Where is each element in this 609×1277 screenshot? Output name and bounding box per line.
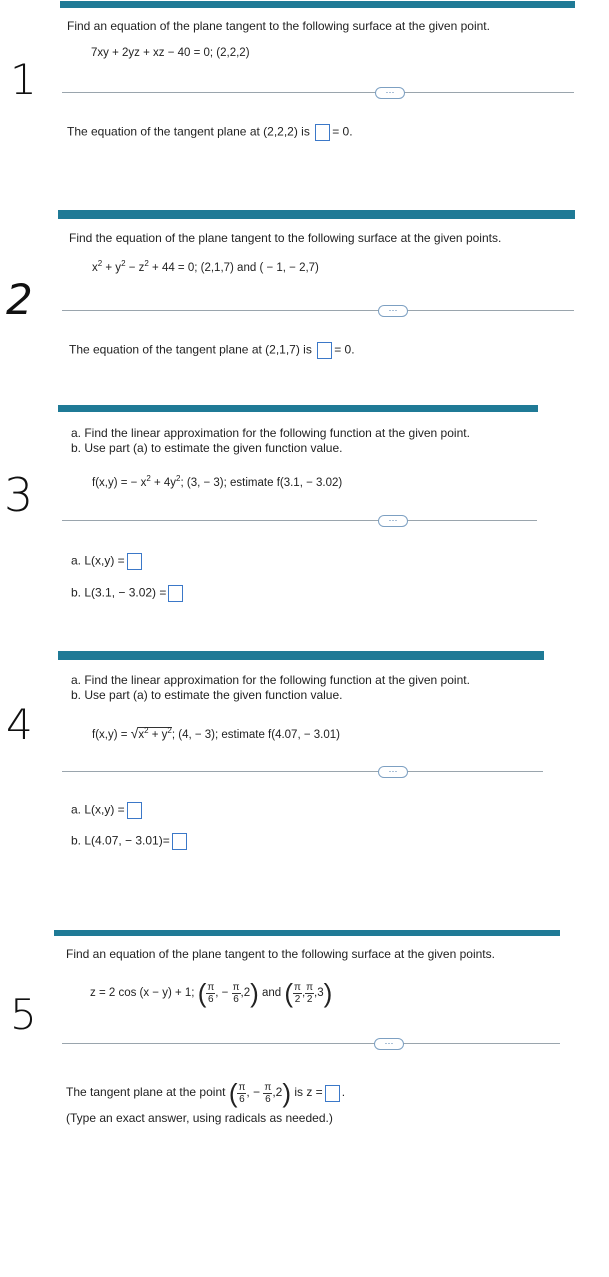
problem-1-header-bar: [60, 1, 575, 8]
problem-2-more-button[interactable]: ···: [378, 305, 408, 317]
problem-5-header-bar: [54, 930, 560, 936]
problem-2-divider: [62, 310, 574, 311]
problem-4-answer-a-input[interactable]: [127, 802, 142, 819]
problem-1-answer-input[interactable]: [315, 124, 330, 141]
problem-1-answer-suffix: = 0.: [332, 124, 353, 139]
problem-3-function-tail: ; (3, − 3); estimate f(3.1, − 3.02): [180, 477, 343, 489]
problem-5-function: z = 2 cos (x − y) + 1; ( $\frac{\pi}{6}$ , − $\frac{\pi}{6}$ ,2) and ( $\frac{\pi}{2}$ , $\frac{\pi}{2}$ ,3): [90, 978, 333, 1008]
problem-2-answer-suffix: = 0.: [334, 342, 355, 357]
problem-2-prompt: Find the equation of the plane tangent to the following surface at the given points.: [69, 231, 502, 245]
problem-2-answer-input[interactable]: [317, 342, 332, 359]
problem-4-answer-b: [71, 833, 189, 850]
handwritten-number-1: 1: [10, 55, 37, 104]
problem-3-line-a: a. Find the linear approximation for the following function at the given point.: [71, 426, 470, 440]
problem-5-answer-input[interactable]: [325, 1085, 340, 1102]
problem-4-divider: [62, 771, 543, 772]
problem-5-divider: [62, 1043, 560, 1044]
problem-4-answer-b-label: b. L(4.07, − 3.01)=: [71, 833, 170, 848]
problem-5-and: and: [261, 987, 282, 1000]
problem-2-equation: $x^2 + y^2 - z^2 + 44 = 0$; (2,1,7) and ( − 1, − 2,7): [92, 259, 319, 274]
problem-3-answer-b: [71, 585, 185, 602]
problem-1-answer-prefix: The equation of the tangent plane at (2,2,2) is: [67, 124, 310, 139]
problem-1-equation: 7xy + 2yz + xz − 40 = 0; (2,2,2): [91, 47, 250, 59]
problem-4-answer-b-input[interactable]: [172, 833, 187, 850]
problem-1-more-button[interactable]: ···: [375, 87, 405, 99]
problem-4-header-bar: [58, 651, 544, 660]
problem-3-answer-b-input[interactable]: [168, 585, 183, 602]
problem-4-function-tail: ; (4, − 3); estimate f(4.07, − 3.01): [171, 729, 340, 741]
problem-1-prompt: Find an equation of the plane tangent to the following surface at the given point.: [67, 19, 490, 33]
problem-5-more-button[interactable]: ···: [374, 1038, 404, 1050]
handwritten-number-5: 5: [10, 990, 37, 1039]
problem-3-more-button[interactable]: ···: [378, 515, 408, 527]
problem-2-equation-tail: + 44 = 0; (2,1,7) and ( − 1, − 2,7): [152, 262, 319, 274]
problem-3-divider: [62, 520, 537, 521]
problem-5-answer-mid: is z =: [294, 1085, 323, 1100]
problem-3-answer-b-label: b. L(3.1, − 3.02) =: [71, 585, 167, 600]
problem-5-note: (Type an exact answer, using radicals as needed.): [66, 1111, 333, 1125]
problem-2-answer-prefix: The equation of the tangent plane at (2,1,7) is: [69, 342, 312, 357]
problem-4-answer-a-label: a. L(x,y) =: [71, 802, 125, 817]
problem-3-answer-a: [71, 553, 144, 570]
problem-5-answer-prefix: The tangent plane at the point: [66, 1085, 226, 1100]
problem-3-answer-a-label: a. L(x,y) =: [71, 553, 125, 568]
problem-5-answer-line: The tangent plane at the point ( $\frac{\pi}{6}$ , − $\frac{\pi}{6}$ ,2) is z = .: [66, 1078, 346, 1108]
problem-3-function: f(x,y) = − $x^2 + 4y^2$; (3, − 3); estimate f(3.1, − 3.02): [92, 474, 343, 489]
problem-5-prompt: Find an equation of the plane tangent to the following surface at the given points.: [66, 947, 495, 961]
problem-4-line-b: b. Use part (a) to estimate the given function value.: [71, 688, 343, 702]
problem-2-header-bar: [58, 210, 575, 219]
problem-3-line-b: b. Use part (a) to estimate the given function value.: [71, 441, 343, 455]
problem-4-answer-a: [71, 802, 144, 819]
problem-2-answer-line: [69, 342, 355, 359]
problem-1-divider: [62, 92, 574, 93]
problem-3-header-bar: [58, 405, 538, 412]
problem-5-function-text: z = 2 cos (x − y) + 1;: [90, 987, 195, 1000]
problem-1-answer-line: [67, 124, 353, 141]
handwritten-number-2: 2: [6, 275, 33, 324]
problem-4-more-button[interactable]: ···: [378, 766, 408, 778]
problem-3-answer-a-input[interactable]: [127, 553, 142, 570]
handwritten-number-4: 4: [6, 700, 33, 749]
handwritten-number-3: 3: [4, 468, 34, 522]
problem-4-line-a: a. Find the linear approximation for the following function at the given point.: [71, 673, 470, 687]
problem-4-function: $f(x,y) = √x^2 + y^2$; (4, − 3); estimate f(4.07, − 3.01): [92, 725, 340, 741]
